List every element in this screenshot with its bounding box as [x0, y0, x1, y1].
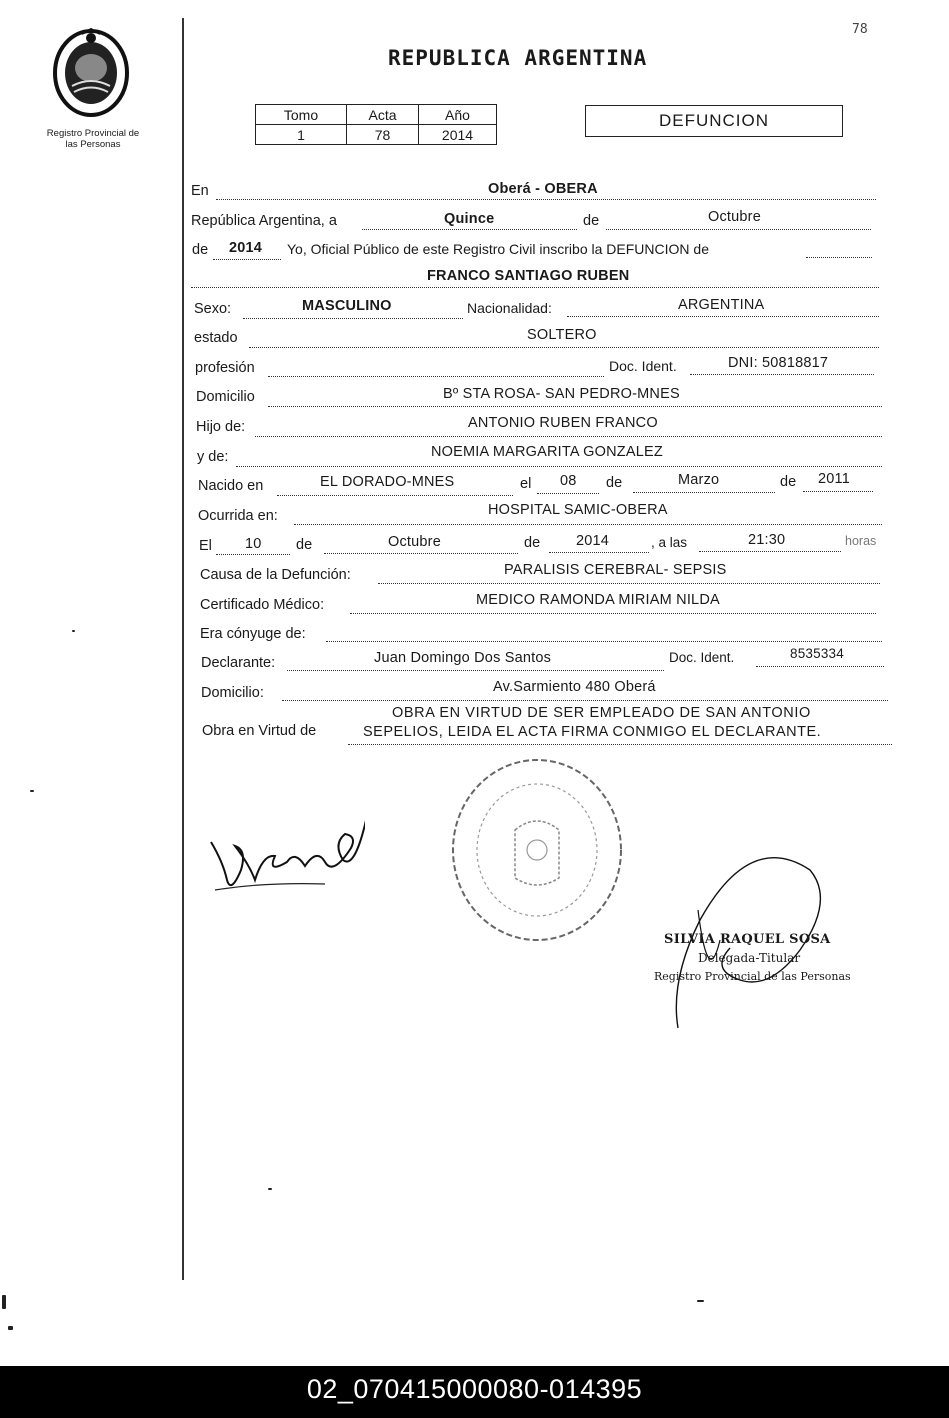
- registry-table-header-row: [256, 105, 497, 125]
- provincial-seal-logo: [50, 28, 132, 118]
- en-label: En: [191, 183, 209, 199]
- year-value: 2014: [229, 240, 263, 256]
- obra-line2: SEPELIOS, LEIDA EL ACTA FIRMA CONMIGO EL DECLARANTE.: [363, 724, 822, 740]
- declarante-value: Juan Domingo Dos Santos: [374, 650, 552, 666]
- nacido-label: Nacido en: [198, 478, 264, 494]
- nacido-de2-label: de: [780, 474, 797, 490]
- death-de-label: de: [296, 537, 313, 553]
- logo-caption-line1: Registro Provincial de: [46, 128, 140, 139]
- yde-value: NOEMIA MARGARITA GONZALEZ: [431, 444, 663, 460]
- declarant-signature: [205, 810, 365, 905]
- dotted-line: [362, 229, 577, 230]
- dotted-line: [243, 318, 463, 319]
- dotted-line: [324, 553, 518, 554]
- declarante-label: Declarante:: [201, 655, 276, 671]
- el-label: El: [199, 538, 212, 554]
- death-de2-label: de: [524, 535, 541, 551]
- dotted-line: [549, 552, 649, 553]
- official-office: Registro Provincial de las Personas: [654, 970, 851, 983]
- hijo-label: Hijo de:: [196, 419, 246, 435]
- nacido-month: Marzo: [678, 472, 720, 488]
- nacido-day: 08: [560, 473, 577, 489]
- deceased-name: FRANCO SANTIAGO RUBEN: [427, 268, 630, 284]
- estado-label: estado: [194, 330, 238, 346]
- decl-domicilio-label: Domicilio:: [201, 685, 264, 701]
- yde-label: y de:: [197, 449, 229, 465]
- nacionalidad-label: Nacionalidad:: [467, 300, 552, 316]
- dotted-line: [690, 374, 874, 375]
- dotted-line: [378, 583, 880, 584]
- nacido-value: EL DORADO-MNES: [320, 474, 455, 490]
- dotted-line: [255, 436, 882, 437]
- month-value: Octubre: [708, 209, 761, 225]
- domicilio-label: Domicilio: [196, 389, 255, 405]
- dotted-line: [277, 495, 513, 496]
- anio-header: Año: [419, 105, 497, 125]
- dotted-line: [216, 554, 290, 555]
- logo-caption-line2: las Personas: [65, 139, 121, 150]
- certificado-value: MEDICO RAMONDA MIRIAM NILDA: [476, 592, 720, 608]
- year-label: de: [192, 242, 209, 258]
- dotted-line: [633, 492, 775, 493]
- doc-ident-value: DNI: 50818817: [728, 355, 829, 371]
- ocurrida-value: HOSPITAL SAMIC-OBERA: [488, 502, 668, 518]
- de-label: de: [583, 213, 600, 229]
- registry-table-value-row: [256, 125, 497, 145]
- hijo-value: ANTONIO RUBEN FRANCO: [468, 415, 658, 431]
- document-code: 02_070415000080-014395: [306, 1374, 643, 1404]
- dotted-line: [213, 259, 281, 260]
- horas-label: horas: [845, 534, 877, 548]
- death-time: 21:30: [748, 532, 786, 548]
- conyuge-label: Era cónyuge de:: [200, 626, 306, 642]
- obra-label: Obra en Virtud de: [202, 723, 317, 739]
- dotted-line: [268, 406, 882, 407]
- obra-line1: OBRA EN VIRTUD DE SER EMPLEADO DE SAN ANTONIO: [392, 705, 811, 721]
- sexo-value: MASCULINO: [302, 298, 392, 314]
- nacido-el-label: el: [520, 476, 532, 492]
- dotted-line: [191, 287, 879, 288]
- act-type-box: DEFUNCION: [585, 105, 843, 137]
- statement-text: Yo, Oficial Público de este Registro Civil inscribo la DEFUNCION de: [287, 241, 709, 257]
- certificado-label: Certificado Médico:: [200, 597, 325, 613]
- causa-label: Causa de la Defunción:: [200, 567, 351, 583]
- dotted-line: [606, 229, 871, 230]
- registry-stamp: [445, 750, 630, 945]
- scan-speck: [72, 630, 75, 632]
- decl-domicilio-value: Av.Sarmiento 480 Oberá: [493, 679, 656, 695]
- dotted-line: [216, 199, 876, 200]
- sexo-label: Sexo:: [194, 301, 232, 317]
- death-day: 10: [245, 536, 262, 552]
- document-code-bar: [0, 1366, 949, 1418]
- scan-speck: [697, 1300, 704, 1302]
- domicilio-value: Bº STA ROSA- SAN PEDRO-MNES: [443, 386, 680, 402]
- acta-value: 78: [347, 125, 419, 145]
- dotted-line: [350, 613, 876, 614]
- registry-table: [255, 104, 497, 145]
- dotted-line: [268, 376, 604, 377]
- ocurrida-label: Ocurrida en:: [198, 508, 278, 524]
- scan-speck: [268, 1188, 272, 1190]
- dotted-line: [756, 666, 884, 667]
- death-month: Octubre: [388, 534, 441, 550]
- scan-speck: [2, 1295, 6, 1309]
- dotted-line: [236, 466, 882, 467]
- dotted-line: [348, 744, 892, 745]
- logo-caption: [28, 128, 158, 150]
- declarante-doc-value: 8535334: [790, 646, 844, 661]
- en-value: Oberá - OBERA: [488, 181, 598, 197]
- republica-label: República Argentina, a: [191, 213, 337, 229]
- day-value: Quince: [444, 211, 495, 227]
- dotted-line: [699, 551, 841, 552]
- alas-label: , a las: [651, 535, 688, 550]
- nacionalidad-value: ARGENTINA: [678, 297, 765, 313]
- dotted-line: [803, 491, 873, 492]
- nacido-de-label: de: [606, 475, 623, 491]
- dotted-line: [282, 700, 888, 701]
- dotted-line: [287, 670, 664, 671]
- causa-value: PARALISIS CEREBRAL- SEPSIS: [504, 562, 727, 578]
- scan-speck: [30, 790, 34, 792]
- dotted-line: [567, 316, 879, 317]
- official-role: Delegada-Titular: [698, 951, 801, 965]
- declarante-doc-label: Doc. Ident.: [669, 650, 735, 665]
- acta-header: Acta: [347, 105, 419, 125]
- official-name: SILVIA RAQUEL SOSA: [664, 932, 831, 947]
- death-year: 2014: [576, 533, 610, 549]
- margin-line: [182, 18, 184, 1280]
- dotted-line: [537, 493, 599, 494]
- document-title: REPUBLICA ARGENTINA: [388, 46, 648, 70]
- dotted-line: [326, 641, 882, 642]
- dotted-line: [249, 347, 879, 348]
- tomo-header: Tomo: [256, 105, 347, 125]
- anio-value: 2014: [419, 125, 497, 145]
- estado-value: SOLTERO: [527, 327, 597, 343]
- nacido-year: 2011: [818, 471, 850, 487]
- doc-ident-label: Doc. Ident.: [609, 358, 677, 374]
- dotted-line: [294, 524, 882, 525]
- dotted-line: [806, 257, 872, 258]
- scan-speck: [8, 1326, 13, 1330]
- tomo-value: 1: [256, 125, 347, 145]
- page-number: 78: [852, 22, 868, 37]
- profesion-label: profesión: [195, 360, 255, 376]
